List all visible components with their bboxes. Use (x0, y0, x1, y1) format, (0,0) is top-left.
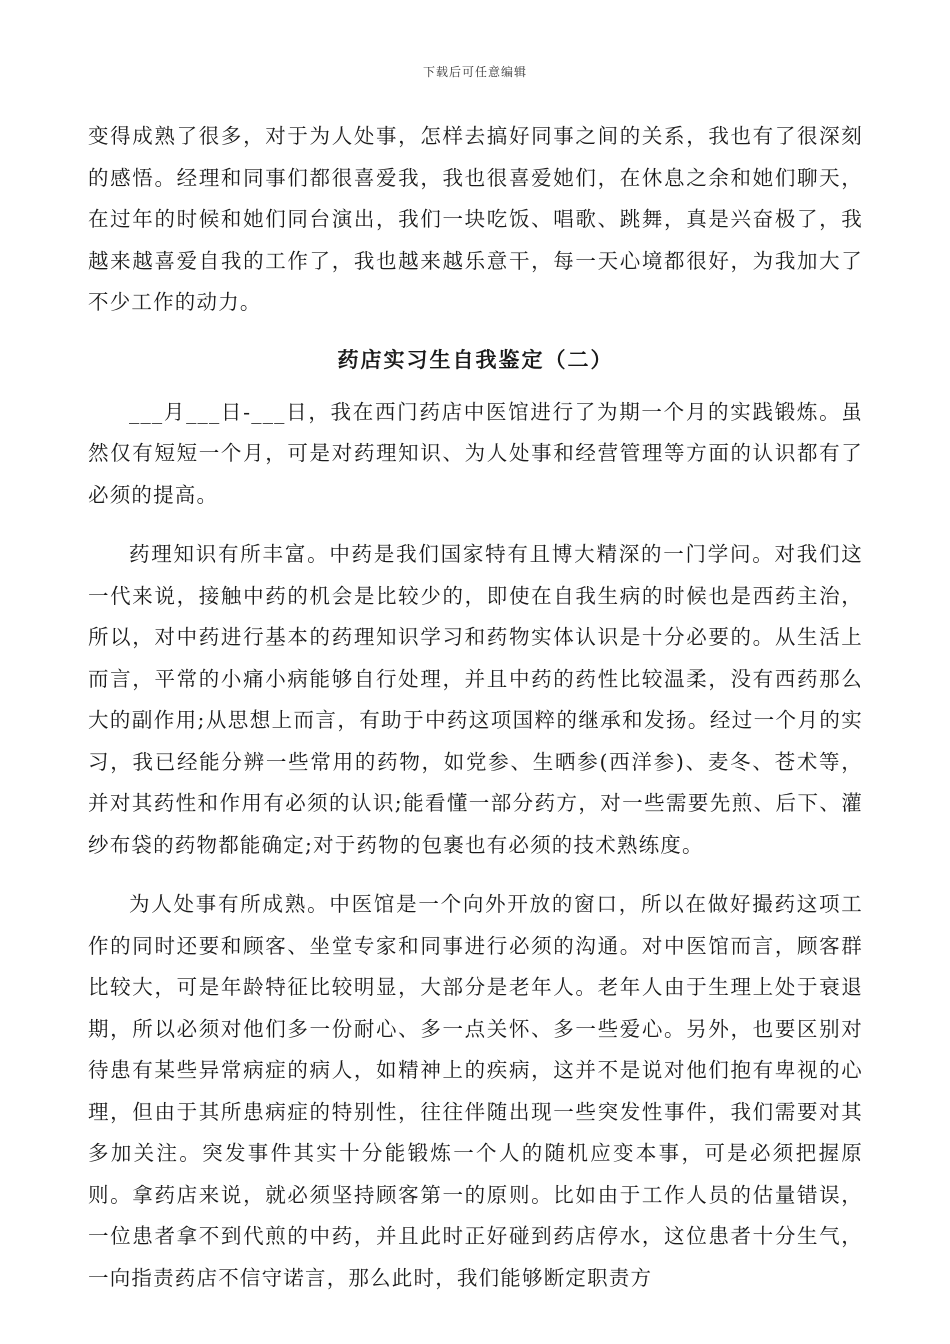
paragraph-3: 为人处事有所成熟。中医馆是一个向外开放的窗口，所以在做好撮药这项工作的同时还要和顾客、坐堂专家和同事进行必须的沟通。对中医馆而言，顾客群比较大，可是年龄特征比较明显，大部分是老年人。老年人由于生理上处于衰退期，所以必须对他们多一份耐心、多一点关怀、多一些爱心。另外，也要区别对待患有某些异常病症的病人，如精神上的疾病，这并不是说对他们抱有卑视的心理，但由于其所患病症的特别性，往往伴随出现一些突发性事件，我们需要对其多加关注。突发事件其实十分能锻炼一个人的随机应变本事，可是必须把握原则。拿药店来说，就必须坚持顾客第一的原则。比如由于工作人员的估量错误，一位患者拿不到代煎的中药，并且此时正好碰到药店停水，这位患者十分生气，一向指责药店不信守诺言，那么此时，我们能够断定职责方 (88, 892, 863, 1290)
paragraph-1: ___月___日-___日，我在西门药店中医馆进行了为期一个月的实践锻炼。虽然仅有短短一个月，可是对药理知识、为人处事和经营管理等方面的认识都有了必须的提高。 (88, 399, 863, 507)
paragraph-2: 药理知识有所丰富。中药是我们国家特有且博大精深的一门学问。对我们这一代来说，接触中药的机会是比较少的，即使在自我生病的时候也是西药主治，所以，对中药进行基本的药理知识学习和药物实体认识是十分必要的。从生活上而言，平常的小痛小病能够自行处理，并且中药的药性比较温柔，没有西药那么大的副作用;从思想上而言，有助于中药这项国粹的继承和发扬。经过一个月的实习，我已经能分辨一些常用的药物，如党参、生晒参(西洋参)、麦冬、苍术等，并对其药性和作用有必须的认识;能看懂一部分药方，对一些需要先煎、后下、灌纱布袋的药物都能确定;对于药物的包裹也有必须的技术熟练度。 (88, 542, 863, 857)
page-header-note: 下载后可任意编辑 (422, 65, 527, 79)
intro-paragraph: 变得成熟了很多，对于为人处事，怎样去搞好同事之间的关系，我也有了很深刻的感悟。经理和同事们都很喜爱我，我也很喜爱她们，在休息之余和她们聊天，在过年的时候和她们同台演出，我们一块吃饭、唱歌、跳舞，真是兴奋极了，我越来越喜爱自我的工作了，我也越来越乐意干，每一天心境都很好，为我加大了不少工作的动力。 (88, 124, 863, 314)
section-title: 药店实习生自我鉴定（二） (337, 346, 614, 372)
document-body (88, 116, 863, 1299)
